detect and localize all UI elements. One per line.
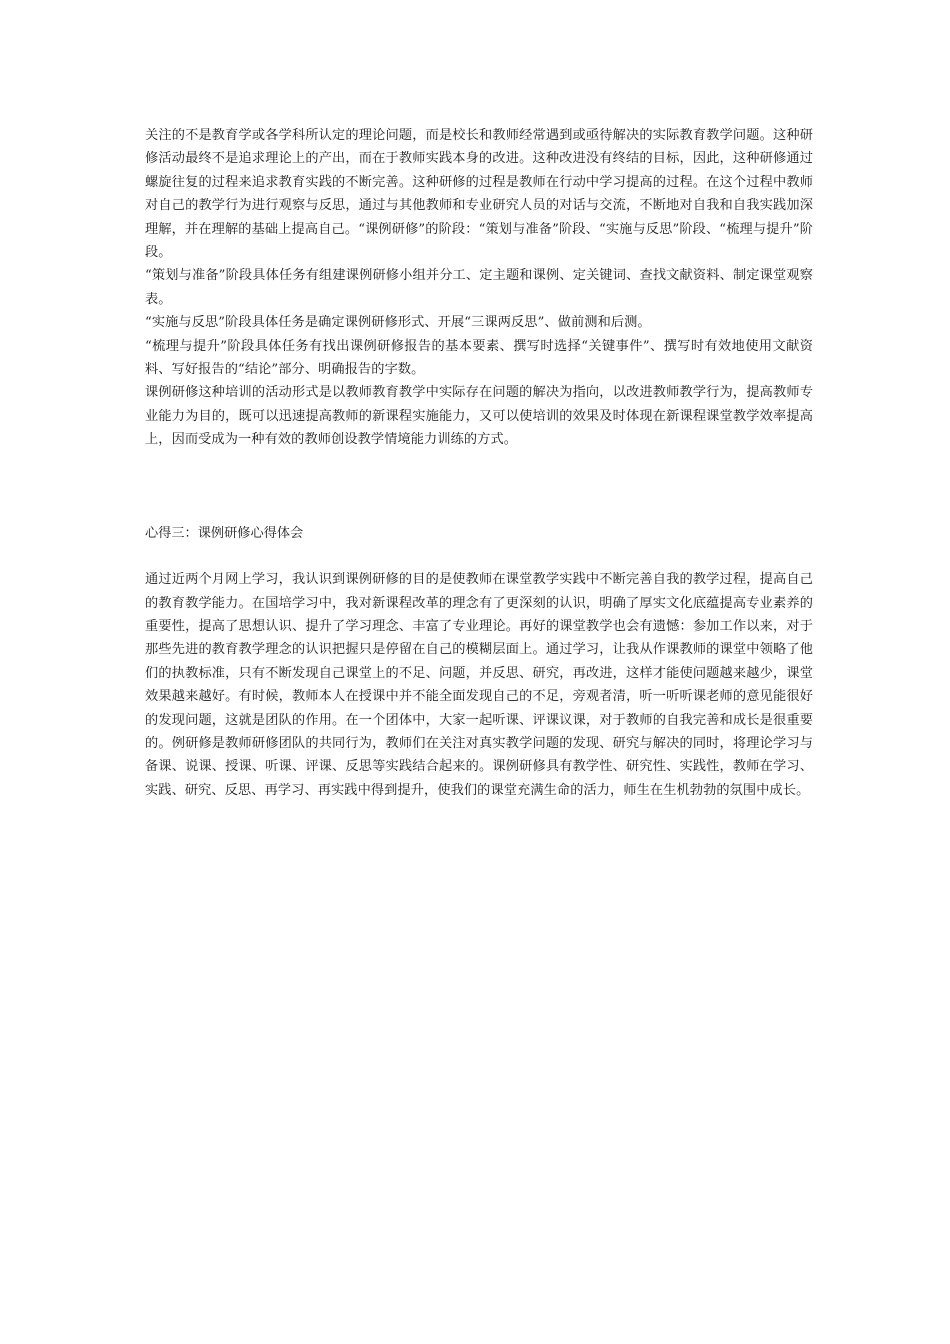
section-spacer	[145, 452, 813, 522]
paragraph-training-form: 课例研修这种培训的活动形式是以教师教育教学中实际存在问题的解决为指向，以改进教师教学行为，提高教师专业能力为目的，既可以迅速提高教师的新课程实施能力，又可以使培训的效果及时体现在新课程课堂教学效率提高上，因而受成为一种有效的教师创设教学情境能力训练的方式。	[145, 385, 813, 448]
section-title: 心得三：课例研修心得体会	[145, 525, 304, 541]
paragraph-reflection: 通过近两个月网上学习，我认识到课例研修的目的是使教师在课堂教学实践中不断完善自我的教学过程，提高自己的教育教学能力。在国培学习中，我对新课程改革的理念有了更深刻的认识，明确了厚实文化底蕴提高专业素养的重要性，提高了思想认识、提升了学习理念、丰富了专业理论。再好的课堂教学也会有遗憾：参加工作以来，对于那些先进的教育教学理念的认识把握只是停留在自己的模糊层面上。通过学习，让我从作课教师的课堂中领略了他们的执教标准，只有不断发现自己课堂上的不足、问题，并反思、研究，再改进，这样才能使问题越来越少，课堂效果越来越好。有时候，教师本人在授课中并不能全面发现自己的不足，旁观者清，听一听听课老师的意见能很好的发现问题，这就是团队的作用。在一个团体中，大家一起听课、评课议课，对于教师的自我完善和成长是很重要的。例研修是教师研修团队的共同行为，教师们在关注对真实教学问题的发现、研究与解决的同时，将理论学习与备课、说课、授课、听课、评课、反思等实践结合起来的。课例研修具有教学性、研究性、实践性，教师在学习、实践、研究、反思、再学习、再实践中得到提升，使我们的课堂充满生命的活力，师生在生机勃勃的氛围中成长。	[145, 572, 813, 798]
paragraph-implementation-stage: “实施与反思”阶段具体任务是确定课例研修形式、开展“三课两反思”、做前测和后测。	[145, 315, 651, 331]
title-spacer	[145, 545, 813, 568]
paragraph-planning-stage: “策划与准备”阶段具体任务有组建课例研修小组并分工、定主题和课例、定关键词、查找文献资料、制定课堂观察表。	[145, 268, 813, 307]
paragraph-intro-continued: 关注的不是教育学或各学科所认定的理论问题，而是校长和教师经常遇到或亟待解决的实际教育教学问题。这种研修活动最终不是追求理论上的产出，而在于教师实践本身的改进。这种改进没有终结的目标，因此，这种研修通过螺旋往复的过程来追求教育实践的不断完善。这种研修的过程是教师在行动中学习提高的过程。在这个过程中教师对自己的教学行为进行观察与反思，通过与其他教师和专业研究人员的对话与交流，不断地对自我和自我实践加深理解，并在理解的基础上提高自己。“课例研修”的阶段：“策划与准备”阶段、“实施与反思”阶段、“梳理与提升”阶段。	[145, 128, 813, 261]
paragraph-review-stage: “梳理与提升”阶段具体任务有找出课例研修报告的基本要素、撰写时选择“关键事件”、撰写时有效地使用文献资料、写好报告的“结论”部分、明确报告的字数。	[145, 338, 813, 378]
document-body	[145, 124, 813, 802]
